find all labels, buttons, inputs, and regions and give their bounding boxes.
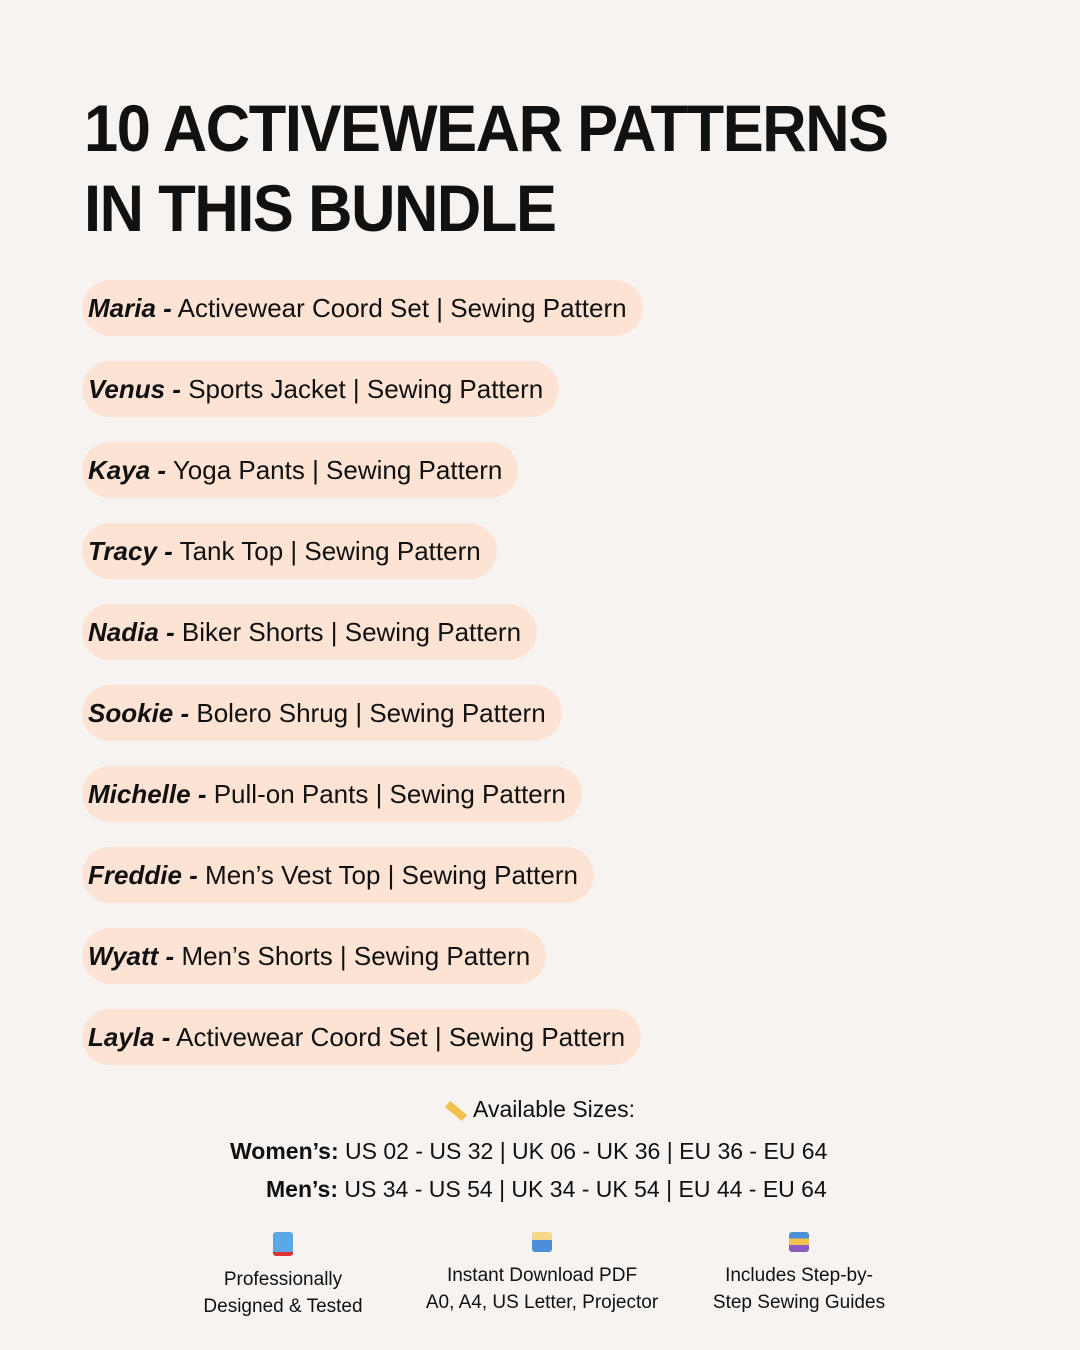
ruler-icon xyxy=(445,1101,467,1121)
pattern-item-freddie: Freddie - Men’s Vest Top | Sewing Pattern xyxy=(82,847,594,903)
pattern-item-nadia: Nadia - Biker Shorts | Sewing Pattern xyxy=(82,604,537,660)
pattern-item-maria: Maria - Activewear Coord Set | Sewing Pattern xyxy=(82,280,643,336)
pattern-item-sookie: Sookie - Bolero Shrug | Sewing Pattern xyxy=(82,685,562,741)
feature-professional: Professionally Designed & Tested xyxy=(133,1232,433,1320)
pattern-list xyxy=(82,280,643,1090)
pattern-item-wyatt: Wyatt - Men’s Shorts | Sewing Pattern xyxy=(82,928,546,984)
download-box-icon xyxy=(532,1232,552,1252)
feature-download: Instant Download PDF A0, A4, US Letter, Projector xyxy=(392,1232,692,1316)
pattern-item-kaya: Kaya - Yoga Pants | Sewing Pattern xyxy=(82,442,518,498)
pattern-item-michelle: Michelle - Pull-on Pants | Sewing Pattern xyxy=(82,766,582,822)
mens-sizes: Men’s: US 34 - US 54 | UK 34 - UK 54 | EU 44 - EU 64 xyxy=(266,1176,827,1202)
womens-sizes: Women’s: US 02 - US 32 | UK 06 - UK 36 | EU 36 - EU 64 xyxy=(230,1138,828,1164)
pattern-item-tracy: Tracy - Tank Top | Sewing Pattern xyxy=(82,523,497,579)
feature-guides: Includes Step-by- Step Sewing Guides xyxy=(649,1232,949,1316)
page-title: 10 ACTIVEWEAR PATTERNS IN THIS BUNDLE xyxy=(84,91,888,245)
sizes-heading: Available Sizes: xyxy=(0,1096,1080,1123)
pattern-item-layla: Layla - Activewear Coord Set | Sewing Pattern xyxy=(82,1009,641,1065)
pattern-item-venus: Venus - Sports Jacket | Sewing Pattern xyxy=(82,361,559,417)
tie-icon xyxy=(273,1232,293,1256)
books-icon xyxy=(789,1232,809,1252)
